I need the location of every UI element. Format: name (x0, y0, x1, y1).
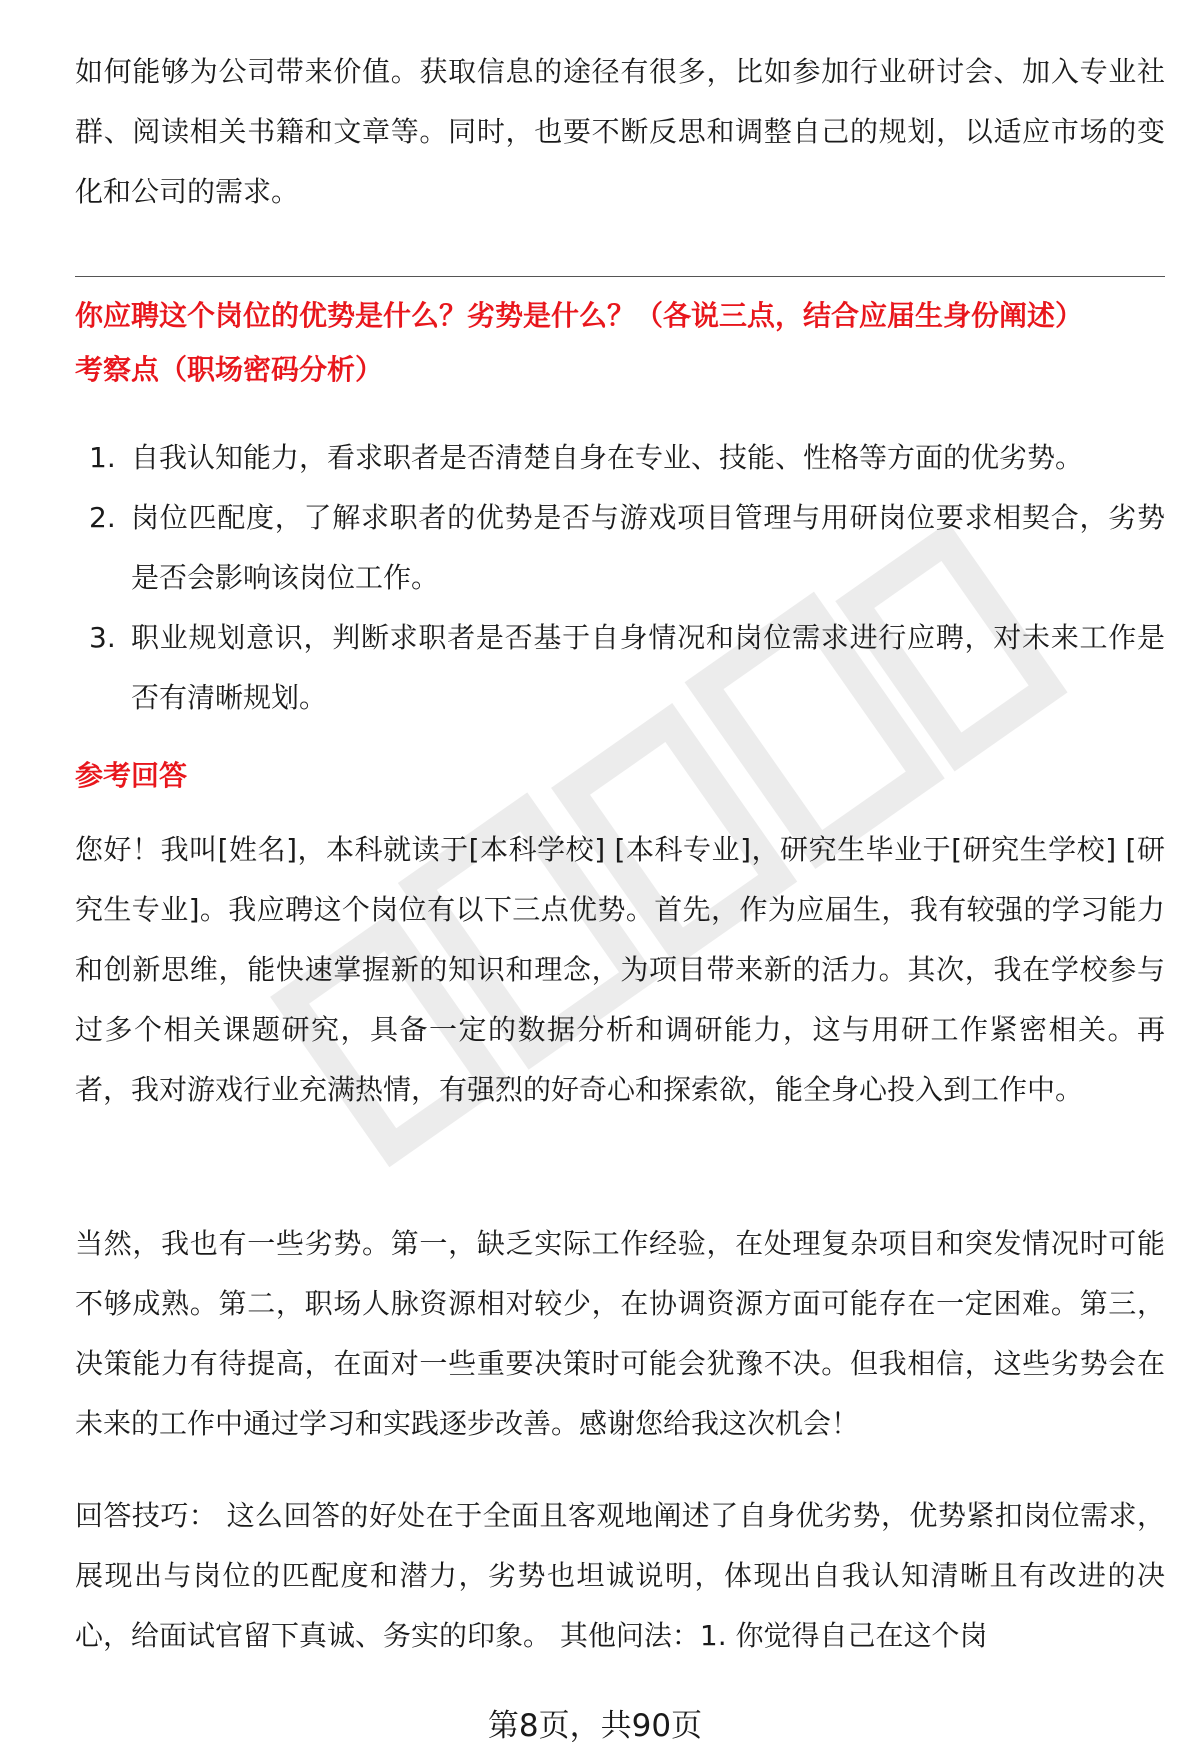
answer-tips-paragraph: 回答技巧： 这么回答的好处在于全面且客观地阐述了自身优劣势，优势紧扣岗位需求，展现出与岗位的匹配度和潜力，劣势也坦诚说明，体现出自我认知清晰且有改进的决心，给面试官留下真诚、务实的印象。 其他问法：1. 你觉得自己在这个岗 (75, 1499, 1165, 1652)
intro-paragraph: 如何能够为公司带来价值。获取信息的途径有很多，比如参加行业研讨会、加入专业社群、阅读相关书籍和文章等。同时，也要不断反思和调整自己的规划，以适应市场的变化和公司的需求。 (75, 55, 1165, 208)
list-item-number: 1. (89, 441, 116, 474)
list-item (75, 428, 1165, 488)
question-heading: 你应聘这个岗位的优势是什么？劣势是什么？（各说三点，结合应届生身份阐述） (75, 299, 1084, 332)
list-item-number: 3. (89, 621, 116, 654)
exam-points-heading: 考察点（职场密码分析） (75, 353, 384, 386)
exam-points-list (75, 428, 1165, 728)
list-item-text: 自我认知能力，看求职者是否清楚自身在专业、技能、性格等方面的优劣势。 (131, 441, 1084, 474)
reference-answer-heading: 参考回答 (75, 759, 188, 792)
list-item-text: 岗位匹配度，了解求职者的优势是否与游戏项目管理与用研岗位要求相契合，劣势是否会影响该岗位工作。 (131, 501, 1165, 594)
list-item-number: 2. (89, 501, 116, 534)
section-divider (75, 276, 1165, 277)
list-item (75, 608, 1165, 728)
answer-paragraph-strengths: 您好！我叫[姓名]，本科就读于[本科学校] [本科专业]，研究生毕业于[研究生学校] [研究生专业]。我应聘这个岗位有以下三点优势。首先，作为应届生，我有较强的学习能力和创新思维，能快速掌握新的知识和理念，为项目带来新的活力。其次，我在学校参与过多个相关课题研究，具备一定的数据分析和调研能力，这与用研工作紧密相关。再者，我对游戏行业充满热情，有强烈的好奇心和探索欲，能全身心投入到工作中。 (75, 833, 1165, 1106)
list-item (75, 488, 1165, 608)
answer-paragraph-weaknesses: 当然，我也有一些劣势。第一，缺乏实际工作经验，在处理复杂项目和突发情况时可能不够成熟。第二，职场人脉资源相对较少，在协调资源方面可能存在一定困难。第三，决策能力有待提高，在面对一些重要决策时可能会犹豫不决。但我相信，这些劣势会在未来的工作中通过学习和实践逐步改善。感谢您给我这次机会！ (75, 1227, 1165, 1440)
page-number-footer: 第8页，共90页 (487, 1708, 703, 1744)
list-item-text: 职业规划意识，判断求职者是否基于自身情况和岗位需求进行应聘，对未来工作是否有清晰规划。 (131, 621, 1165, 714)
